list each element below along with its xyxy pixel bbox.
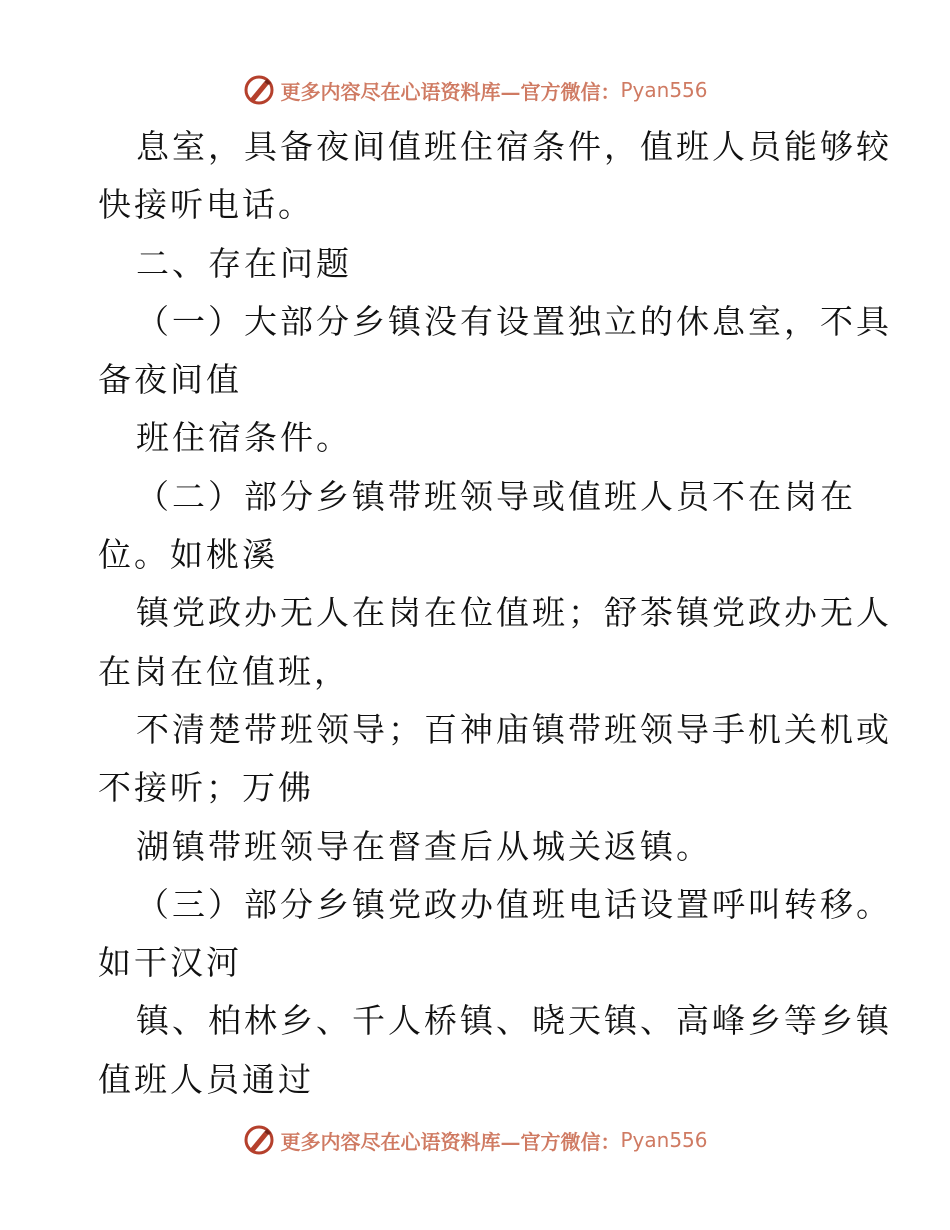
body-line: 不接听；万佛 — [98, 768, 314, 808]
body-line: 位。如桃溪 — [98, 535, 278, 575]
document-body — [98, 118, 892, 1109]
header-banner — [0, 70, 950, 110]
footer-banner — [0, 1120, 950, 1160]
body-line: 值班人员通过 — [98, 1059, 314, 1099]
section-heading: 二、存在问题 — [136, 243, 352, 283]
wechat-id: Pyan556 — [620, 1128, 708, 1152]
pen-in-circle-icon — [242, 73, 276, 107]
banner-text: 更多内容尽在心语资料库—官方微信： — [280, 79, 621, 104]
banner-text: 更多内容尽在心语资料库—官方微信： — [280, 1129, 621, 1154]
body-line: （二）部分乡镇带班领导或值班人员不在岗在 — [136, 476, 856, 516]
body-line: 快接听电话。 — [98, 185, 314, 225]
body-line: 镇、柏林乡、千人桥镇、晓天镇、高峰乡等乡镇 — [136, 1001, 892, 1041]
body-line: 不清楚带班领导；百神庙镇带班领导手机关机或 — [136, 709, 892, 749]
body-line: 湖镇带班领导在督查后从城关返镇。 — [136, 826, 712, 866]
body-line: 如干汉河 — [98, 943, 242, 983]
body-line: 在岗在位值班， — [98, 651, 350, 691]
pen-in-circle-icon — [242, 1123, 276, 1157]
body-line: 班住宿条件。 — [136, 418, 352, 458]
body-line: （三）部分乡镇党政办值班电话设置呼叫转移。 — [136, 884, 892, 924]
body-line: 备夜间值 — [98, 360, 242, 400]
body-line: 息室，具备夜间值班住宿条件，值班人员能够较 — [136, 127, 892, 166]
wechat-id: Pyan556 — [620, 78, 708, 102]
body-line: （一）大部分乡镇没有设置独立的休息室，不具 — [136, 301, 892, 341]
body-line: 镇党政办无人在岗在位值班；舒茶镇党政办无人 — [136, 593, 892, 633]
